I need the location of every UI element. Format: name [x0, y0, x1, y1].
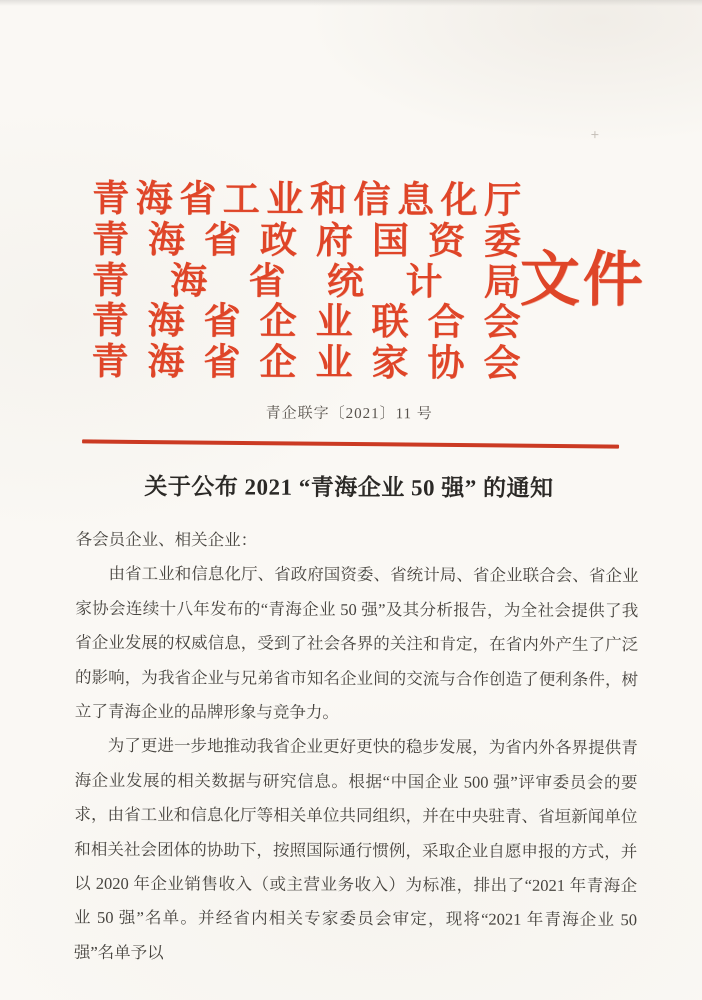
- document-title: 关于公布 2021 “青海企业 50 强” 的通知: [144, 474, 554, 501]
- agency-name-line-1: 青海省工业和信息化厅: [92, 178, 522, 222]
- document-body: [74, 523, 639, 973]
- salutation: 各会员企业、相关企业：: [75, 529, 258, 550]
- dust-speck: [591, 131, 598, 138]
- body-paragraph-1: 由省工业和信息化厅、省政府国资委、省统计局、省企业联合会、省企业家协会连续十八年发布的“青海企业 50 强”及其分析报告，为全社会提供了我省企业发展的权威信息，受到了社会各界的关注和肯定，在省内外产生了广泛的影响，为我省企业与兄弟省市知名企业间的交流与合作创造了便利条件，树立了青海企业的品牌形象与竞争力。: [74, 564, 639, 722]
- red-divider-line: [82, 439, 619, 448]
- letterhead-agencies: [91, 180, 521, 386]
- letterhead-wenjian-label: 文件: [519, 246, 646, 314]
- agency-name-line-2: 青海省政府国资委: [91, 219, 522, 263]
- agency-name-line-4: 青海省企业联合会: [91, 301, 521, 345]
- body-paragraph-2: 为了更进一步地推动我省企业更好更快的稳步发展，为省内外各界提供青海企业发展的相关数据与研究信息。根据“中国企业 500 强”评审委员会的要求，由省工业和信息化厅等相关单位共同组织，并在中央驻青、省垣新闻单位和相关社会团体的协助下，按照国际通行惯例，采取企业自愿申报的方式，并以 2020 年企业销售收入（或主营业务收入）为标准，排出了“2021 年青海企业 50 强”名单。并经省内相关专家委员会审定，现将“2021 年青海企业 50 强”名单予以: [73, 736, 638, 963]
- agency-name-line-5: 青海省企业家协会: [91, 342, 521, 385]
- agency-name-line-3: 青海省统计局: [91, 260, 521, 304]
- document-number: 青企联字〔2021〕11 号: [265, 405, 433, 423]
